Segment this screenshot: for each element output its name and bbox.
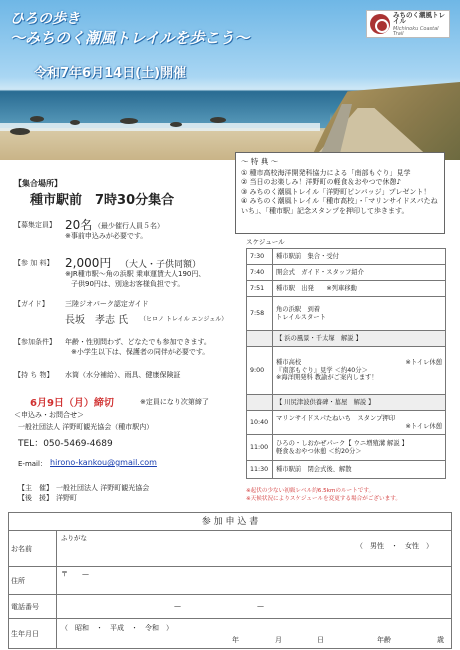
schedule-text (273, 347, 446, 395)
schedule-time (247, 395, 273, 411)
capacity-min: （最少催行人員５名） (94, 222, 164, 230)
email-link[interactable]: hirono-kankou@gmail.com (50, 458, 157, 467)
guide-nick: （ヒロノ トレイル エンジェル） (140, 316, 228, 323)
table-row (247, 395, 446, 411)
phone-field[interactable] (57, 595, 452, 619)
meeting-label: 【集合場所】 (14, 179, 62, 188)
birth-label: 生年月日 (9, 619, 57, 649)
schedule-time: 11:00 (247, 435, 273, 461)
event-date: 令和7年6月14日(土)開催 (34, 66, 187, 81)
name-label: お名前 (9, 531, 57, 567)
table-row (247, 347, 446, 395)
event-subtitle: 〜みちのく潮風トレイルを歩こう〜 (10, 29, 250, 47)
form-title: 参 加 申 込 書 (8, 512, 452, 530)
schedule-line: マリンサイドスパたねいち スタンプ押印 (276, 414, 396, 422)
benefits-heading: 〜 特 典 〜 (241, 157, 279, 166)
schedule-text: 種市駅 出発 ※列車移動 (273, 281, 446, 297)
schedule-line: 軽食＆おやつ休憩 ＜約20分＞ (276, 447, 362, 455)
hero-photo (0, 0, 460, 160)
schedule-line: 角の浜駅 到着 (276, 305, 321, 313)
support: 洋野町 (56, 494, 77, 502)
capacity-note: ※事前申込みが必要です。 (65, 232, 148, 240)
month-label: 月 (275, 636, 282, 644)
schedule-time: 11:30 (247, 461, 273, 479)
logo-text: みちのく潮風トレイル (393, 10, 445, 25)
benefit-item: ② 当日のお楽しみ！洋野町の軽食＆おやつで休憩♪ (241, 178, 401, 187)
birth-field[interactable] (57, 619, 452, 649)
trail-logo-icon (370, 14, 390, 34)
schedule-text: 【 川尻津波供養碑・墓屋 解説 】 (273, 395, 446, 411)
cond-note: ※小学生以下は、保護者の同伴が必要です。 (71, 348, 210, 356)
schedule-line: 種市高校 (276, 358, 302, 366)
host-label: 【主 催】 (18, 484, 53, 492)
schedule-note: ※トイレ休憩 (405, 422, 442, 430)
fee-detail: （大人・子供同額） (120, 260, 202, 270)
age-label: 歳 (437, 636, 444, 644)
schedule-line: ひろの・しおかぜパーク【 ウニ増殖溝 解説 】 (276, 439, 408, 447)
postal-mark: 〒 — (61, 570, 89, 578)
schedule-time: 10:40 (247, 411, 273, 435)
items-label: 【持 ち 物】 (14, 371, 54, 379)
deadline-note: ※定員になり次第締了 (140, 398, 209, 406)
schedule-time: 9:00 (247, 347, 273, 395)
phone-sep: — (257, 602, 264, 610)
table-row (247, 331, 446, 347)
day-label: 日 (317, 636, 324, 644)
rock (170, 122, 182, 127)
application-form (8, 530, 452, 649)
support-label: 【後 援】 (18, 494, 53, 502)
table-row (247, 435, 446, 461)
guide-org: 三陸ジオパーク認定ガイド (65, 300, 149, 308)
surf (0, 123, 320, 131)
table-row (247, 297, 446, 331)
schedule-time: 7:30 (247, 249, 273, 265)
schedule-line: トレイルスタート (276, 313, 326, 321)
schedule-text: 種市駅前 集合・受付 (273, 249, 446, 265)
form-row-phone (9, 595, 452, 619)
schedule-note: ※天候状況によりスケジュールを変更する場合がございます。 (246, 495, 401, 502)
schedule-text: 開会式 ガイド・スタッフ紹介 (273, 265, 446, 281)
table-row (247, 461, 446, 479)
cond-label: 【参加条件】 (14, 338, 56, 346)
schedule (246, 236, 446, 479)
guide-name: 長坂 孝志 氏 (65, 315, 129, 326)
fee-label: 【参 加 料】 (14, 259, 54, 267)
table-row (247, 265, 446, 281)
schedule-time: 7:58 (247, 297, 273, 331)
schedule-line: 『南部もぐり』見学 ＜約40分＞ (276, 366, 368, 374)
table-row (247, 249, 446, 265)
deadline: 6月9日（月）締切 (30, 398, 114, 409)
form-row-birth (9, 619, 452, 649)
schedule-time: 7:51 (247, 281, 273, 297)
meeting-place: 種市駅前 7時30分集合 (30, 193, 175, 208)
capacity-value: 20名 (65, 218, 93, 232)
benefits-box (235, 152, 445, 234)
year-label: 年 (232, 636, 239, 644)
schedule-note: ※トイレ休憩 (405, 358, 442, 366)
table-row (247, 411, 446, 435)
form-row-address (9, 567, 452, 595)
address-field[interactable] (57, 567, 452, 595)
era-select[interactable]: （ 昭和 ・ 平成 ・ 令和 ） (61, 624, 173, 632)
fee-note-2: 子供90円は、別途お客様負担です。 (71, 280, 185, 288)
benefit-item: ① 種市高校海洋開発科協力による「南部もぐり」見学 (241, 169, 411, 177)
event-title: ひろの歩き (10, 11, 80, 27)
schedule-text: 【 浜の風景・千太塚 解説 】 (273, 331, 446, 347)
age-prefix: 年齢 (377, 636, 391, 644)
table-row (247, 281, 446, 297)
schedule-time (247, 331, 273, 347)
contact-heading: ＜申込み・お問合せ＞ (14, 411, 84, 419)
cond-text: 年齢・性別問わず、どなたでも参加できます。 (65, 338, 211, 346)
schedule-note: ※起伏の少ない初級レベル約6.5kmのルートです。 (246, 488, 375, 494)
trail-logo (366, 10, 450, 38)
fee-note-1: ※JR種市駅〜角の浜駅 乗車運賃大人190円、 (65, 270, 206, 278)
rock (10, 128, 30, 135)
contact-org: 一般社団法人 洋野町観光協会（種市駅内） (18, 423, 154, 431)
phone-sep: — (174, 602, 181, 610)
rock (120, 118, 138, 124)
capacity-label: 【募集定員】 (14, 221, 56, 229)
rock (210, 117, 226, 123)
contact-tel: TEL：050-5469-4689 (18, 439, 113, 449)
email-label: E-mail： (18, 460, 47, 468)
schedule-table (246, 248, 446, 479)
guide-label: 【ガイド】 (14, 300, 49, 308)
schedule-caption: スケジュール (246, 238, 285, 246)
rock (70, 120, 80, 125)
logo-sub: Michinoku Coastal Trail (393, 25, 439, 37)
rock (30, 116, 44, 122)
form-row-name (9, 531, 452, 567)
schedule-text (273, 297, 446, 331)
fee-value: 2,000円 (65, 256, 112, 270)
phone-label: 電話番号 (9, 595, 57, 619)
schedule-text (273, 435, 446, 461)
name-field[interactable] (57, 531, 452, 567)
address-label: 住所 (9, 567, 57, 595)
benefit-item: ③ みちのく潮風トレイル「洋野町ピンバッジ」プレゼント！ (241, 187, 431, 196)
benefit-item: ④ みちのく潮風トレイル「種市高校」・「マリンサイドスパたねいち」、「種市駅」記念スタンプを押印して歩きます。 (241, 197, 438, 215)
furigana-label: ふりがな (61, 534, 87, 542)
gender-select[interactable]: （ 男性 ・ 女性 ） (356, 542, 433, 550)
schedule-text (273, 411, 446, 435)
schedule-notes (246, 488, 451, 503)
schedule-text: 種市駅前 閉会式後、解散 (273, 461, 446, 479)
schedule-time: 7:40 (247, 265, 273, 281)
items-text: 水筒（水分補給）、雨具、健康保険証 (65, 371, 181, 379)
host: 一般社団法人 洋野町観光協会 (56, 484, 150, 492)
schedule-line: ※海洋開発科 教諭がご案内します！ (276, 374, 378, 382)
